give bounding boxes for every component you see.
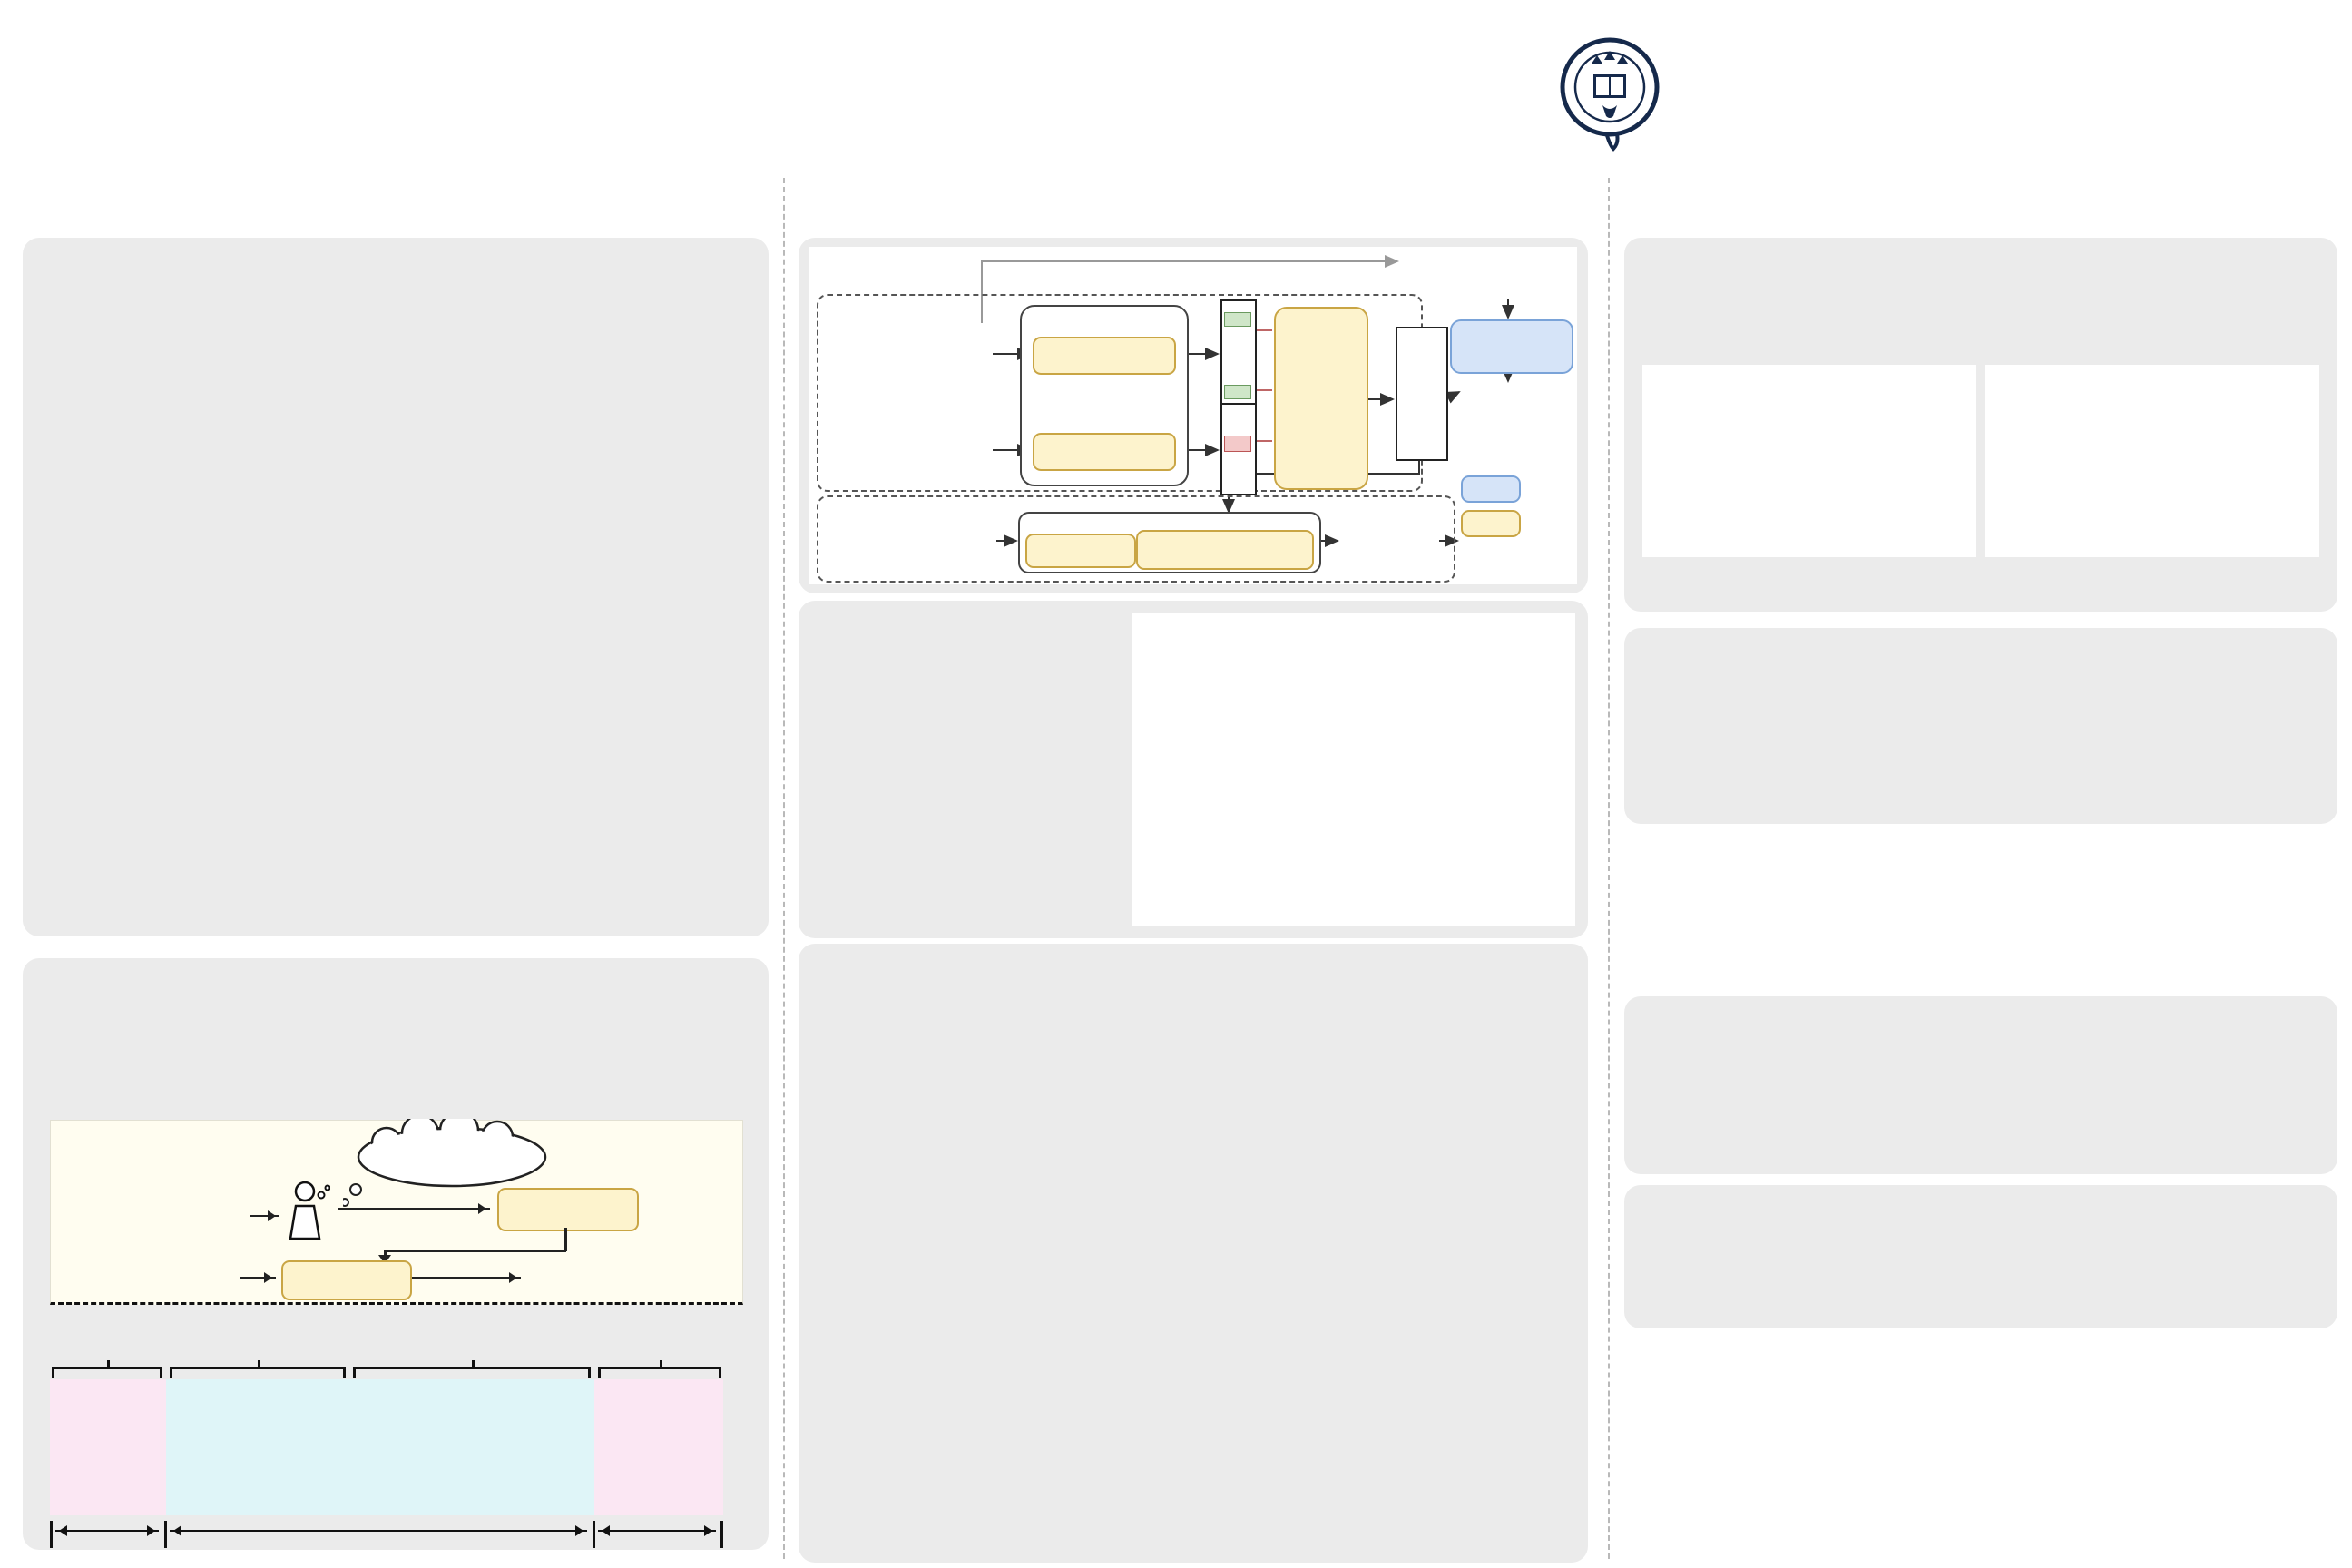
- boundary-tick: [720, 1521, 723, 1548]
- tfgridnet-block: [1025, 534, 1136, 568]
- boundary-tick: [50, 1521, 53, 1548]
- frozen-legend-swatch: [1461, 475, 1521, 503]
- task-scenario-figure: [50, 1120, 743, 1305]
- linkedin-qr-code: [1668, 1341, 1824, 1497]
- performance-panel: [799, 944, 1588, 1563]
- trained-legend-swatch: [1461, 510, 1521, 537]
- segment-b-brace: [170, 1367, 346, 1379]
- mixture-clip-waveform: [58, 1190, 244, 1240]
- embedding-column: [1220, 299, 1257, 495]
- e-fused-box: [1396, 327, 1448, 461]
- oxford-crest-icon: [1557, 34, 1668, 157]
- arrow: [338, 1208, 490, 1210]
- architecture-figure: [809, 247, 1577, 584]
- figure5-chart: [1985, 365, 2319, 557]
- column-divider: [1220, 403, 1257, 405]
- limitations-panel: [1624, 1185, 2337, 1328]
- boundary-tick: [164, 1521, 167, 1548]
- arrow: [250, 1215, 279, 1217]
- e-neg-band: [1224, 436, 1251, 452]
- training-loss-chart: [1132, 613, 1575, 926]
- paper-link-qr-code: [2134, 1341, 2290, 1497]
- enrollment-encoder-box: [497, 1188, 639, 1231]
- extracted-audio-waveform: [526, 1255, 685, 1297]
- positive-enrollment-span: [170, 1530, 587, 1532]
- neurips-swirl-icon: [1978, 20, 2114, 156]
- column-separator-left: [783, 178, 785, 1559]
- prediction-waveform: [1341, 521, 1437, 559]
- segment-d-brace: [598, 1367, 721, 1379]
- ablation1-panel: [1624, 238, 2337, 612]
- pretrained-encoder-box: [1450, 319, 1573, 374]
- segment-a-brace: [52, 1367, 162, 1379]
- arrow: [412, 1277, 521, 1279]
- tfgridnet-blocks-2: [1033, 433, 1176, 471]
- column-separator-right: [1608, 178, 1610, 1559]
- cloud-waveform-icon: [515, 1142, 548, 1164]
- clean-speech-waveform: [1408, 250, 1570, 290]
- ablation3-text: [1624, 996, 2337, 1025]
- segment-b-waveform: [166, 1381, 349, 1514]
- ablation3-panel: [1624, 996, 2337, 1174]
- oxford-logo: [1557, 34, 1947, 157]
- segment-c-brace: [353, 1367, 591, 1379]
- segment-c-region: [349, 1379, 594, 1515]
- neurips-logo: [1978, 20, 2341, 156]
- limitations-text: [1624, 1185, 2337, 1210]
- connector: [385, 1250, 566, 1252]
- negative-enrollment-span-a: [55, 1530, 159, 1532]
- boundary-tick: [593, 1521, 595, 1548]
- e-pos-band-2: [1224, 385, 1251, 399]
- connector: [564, 1228, 567, 1251]
- segment-d-waveform: [594, 1385, 723, 1510]
- e-pos-band-1: [1224, 312, 1251, 327]
- application-panel: [23, 958, 769, 1550]
- motivation-text: [23, 238, 769, 296]
- ablation2-text: [1624, 628, 2337, 661]
- positive-enrollment-waveform: [826, 325, 989, 381]
- encoder-fusion-module: [1274, 307, 1368, 490]
- audio-mixture-waveform: [829, 519, 993, 561]
- figure4-chart: [1642, 365, 1976, 557]
- negative-enrollment-waveform: [826, 425, 989, 470]
- arrow: [240, 1277, 276, 1279]
- segment-c-waveform: [349, 1381, 594, 1514]
- segment-d-region: [594, 1379, 723, 1515]
- full-mixture-waveform: [62, 1255, 234, 1297]
- tfgridnet-blocks-1: [1033, 337, 1176, 375]
- enrollment-design-figure: [50, 1338, 723, 1546]
- motivation-panel: [23, 238, 769, 936]
- extraction-fusion-module: [1136, 530, 1314, 570]
- training-panel: [799, 601, 1588, 938]
- ablation1-text: [1624, 238, 2337, 254]
- ablation2-panel: [1624, 628, 2337, 824]
- personal-website-qr-code: [1902, 1341, 2058, 1497]
- segment-a-region: [50, 1379, 166, 1515]
- segment-b-region: [166, 1379, 349, 1515]
- segment-a-waveform: [50, 1405, 166, 1490]
- extraction-model-box: [281, 1260, 412, 1300]
- negative-enrollment-span-d: [598, 1530, 716, 1532]
- user-icon: [285, 1181, 330, 1242]
- application-text: [23, 958, 769, 982]
- architecture-panel: [799, 238, 1588, 593]
